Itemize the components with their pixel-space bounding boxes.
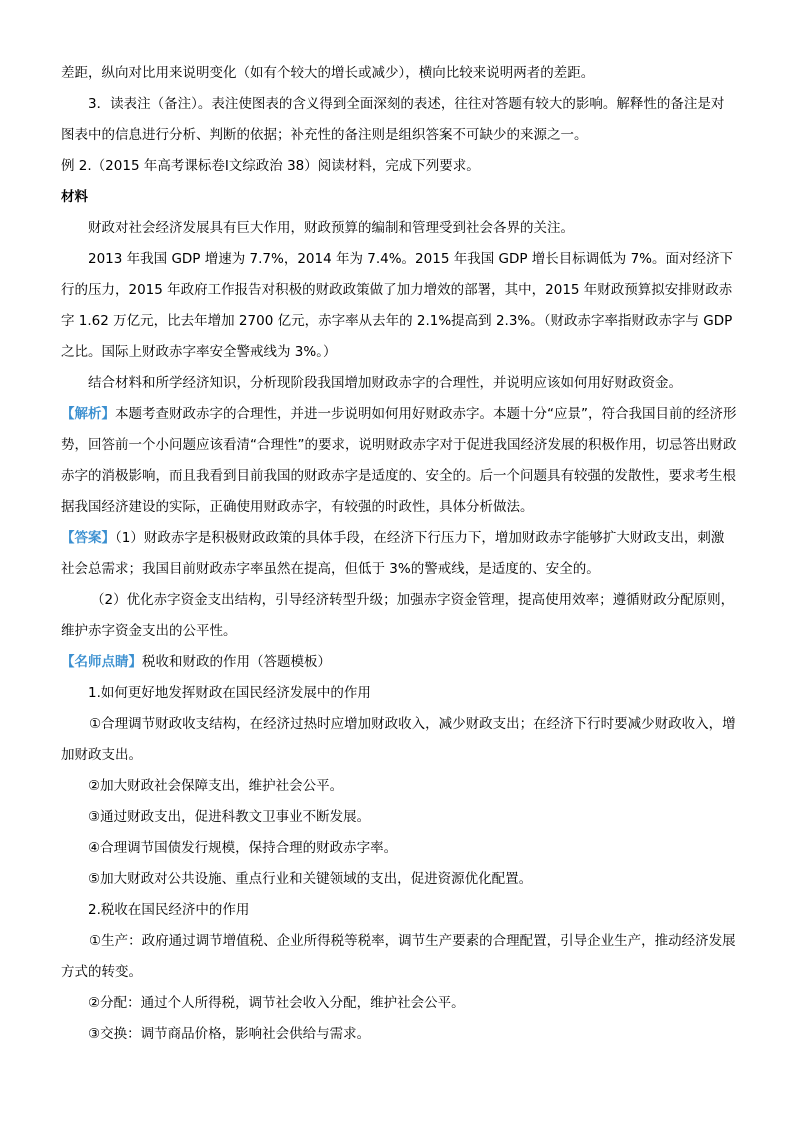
answer-paragraph-2: （2）优化赤字资金支出结构，引导经济转型升级；加强赤字资金管理，提高使用效率；遵循财政分配原则，维护赤字资金支出的公平性。 <box>61 592 735 639</box>
tips-title: 税收和财政的作用（答题模板） <box>142 654 331 670</box>
answer-text: （1）财政赤字是积极财政政策的具体手段，在经济下行压力下，增加财政赤字能够扩大财政支出，刺激社会总需求；我国目前财政赤字率虽然在提高，但低于 3%的警戒线，是适度的、安全的。 <box>61 530 725 577</box>
analysis-tag: 【解析】 <box>61 406 115 422</box>
answer-tag: 【答案】 <box>61 530 115 546</box>
fiscal-item-4: ④合理调节国债发行规模，保持合理的财政赤字率。 <box>88 840 398 856</box>
material-label: 材料 <box>61 189 88 205</box>
analysis-text: 本题考查财政赤字的合理性，并进一步说明如何用好财政赤字。本题十分“应景”，符合我国目前的经济形势，回答前一个小问题应该看清“合理性”的要求，说明财政赤字对于促进我国经济发展的积极作用，切忌答出财政赤字的消极影响，而且我看到目前我国的财政赤字是适度的、安全的。后一个问题具有较强的发散性，要求考生根据我国经济建设的实际，正确使用财政赤字，有较强的时政性，具体分析做法。 <box>61 406 737 515</box>
material-paragraph-1: 财政对社会经济发展具有巨大作用，财政预算的编制和管理受到社会各界的关注。 <box>88 220 574 236</box>
tax-item-2: ②分配：通过个人所得税，调节社会收入分配，维护社会公平。 <box>88 995 465 1011</box>
answer-paragraph <box>61 523 737 585</box>
tips-paragraph <box>61 647 737 678</box>
fiscal-item-3: ③通过财政支出，促进科教文卫事业不断发展。 <box>88 809 371 825</box>
fiscal-heading: 1.如何更好地发挥财政在国民经济发展中的作用 <box>88 685 371 701</box>
fiscal-item-1: ①合理调节财政收支结构，在经济过热时应增加财政收入，减少财政支出；在经济下行时要减少财政收入，增加财政支出。 <box>61 716 736 763</box>
tax-item-1: ①生产：政府通过调节增值税、企业所得税等税率，调节生产要素的合理配置，引导企业生产，推动经济发展方式的转变。 <box>61 933 736 980</box>
example-heading: 例 2.（2015 年高考课标卷Ⅰ文综政治 38）阅读材料，完成下列要求。 <box>61 158 480 174</box>
material-paragraph-2: 2013 年我国 GDP 增速为 7.7%，2014 年为 7.4%。2015 年我国 GDP 增长目标调低为 7%。面对经济下行的压力，2015 年政府工作报告对积极的财政政策做了加力增效的部署，其中，2015 年财政预算拟安排财政赤字 1.62 万亿元，比去年增加 2700 亿元，赤字率从去年的 2.1%提高到 2.3%。（财政赤字率指财政赤字与 GDP 之比。国际上财政赤字率安全警戒线为 3%。） <box>61 251 733 360</box>
tax-heading: 2.税收在国民经济中的作用 <box>88 902 250 918</box>
tips-tag: 【名师点睛】 <box>61 654 142 670</box>
paragraph-table-note: 3．读表注（备注）。表注使图表的含义得到全面深刻的表述，往往对答题有较大的影响。解释性的备注是对图表中的信息进行分析、判断的依据；补充性的备注则是组织答案不可缺少的来源之一。 <box>61 96 725 143</box>
tax-item-3: ③交换：调节商品价格，影响社会供给与需求。 <box>88 1026 371 1042</box>
analysis-paragraph <box>61 399 737 523</box>
paragraph-continuation: 差距，纵向对比用来说明变化（如有个较大的增长或减少），横向比较来说明两者的差距。 <box>61 65 595 81</box>
fiscal-item-5: ⑤加大财政对公共设施、重点行业和关键领域的支出，促进资源优化配置。 <box>88 871 533 887</box>
document-body <box>61 58 737 1050</box>
question-prompt: 结合材料和所学经济知识，分析现阶段我国增加财政赤字的合理性，并说明应该如何用好财政资金。 <box>88 375 682 391</box>
fiscal-item-2: ②加大财政社会保障支出，维护社会公平。 <box>88 778 344 794</box>
